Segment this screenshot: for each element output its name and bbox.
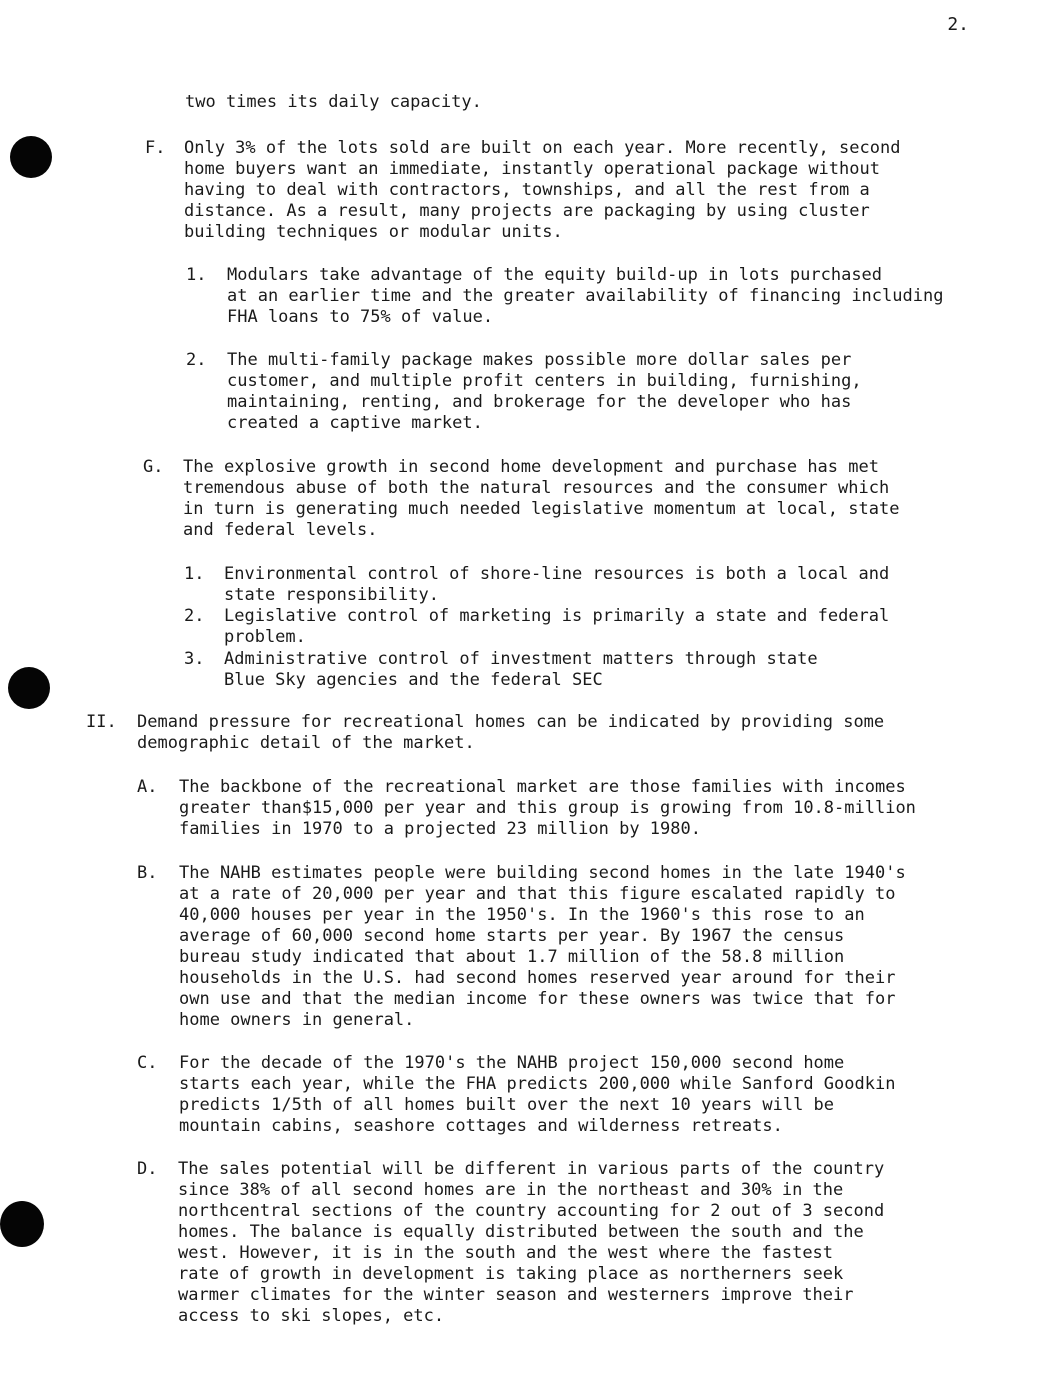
subitem-marker-g1: 1. xyxy=(184,564,205,584)
text-line: distance. As a result, many projects are packaging by using cluster xyxy=(184,201,870,221)
text-line: starts each year, while the FHA predicts 200,000 while Sanford Goodkin xyxy=(179,1074,896,1094)
text-line: state responsibility. xyxy=(224,585,439,605)
continuation-paragraph xyxy=(185,92,482,113)
text-line: home owners in general. xyxy=(179,1010,415,1030)
text-line: For the decade of the 1970's the NAHB project 150,000 second home xyxy=(179,1053,845,1073)
page-number: 2. xyxy=(947,14,969,35)
item-c-paragraph xyxy=(179,1053,895,1137)
text-line: predicts 1/5th of all homes built over the next 10 years will be xyxy=(179,1095,835,1115)
text-line: at a rate of 20,000 per year and that this figure escalated rapidly to xyxy=(179,884,896,904)
text-line: Environmental control of shore-line resources is both a local and xyxy=(224,564,890,584)
text-line: access to ski slopes, etc. xyxy=(178,1306,445,1326)
text-line: Legislative control of marketing is primarily a state and federal xyxy=(224,606,890,626)
item-marker-a: A. xyxy=(137,777,158,797)
text-line: created a captive market. xyxy=(227,413,483,433)
text-line: in turn is generating much needed legislative momentum at local, state xyxy=(183,499,900,519)
section-marker-ii: II. xyxy=(86,712,117,732)
subitem-g1-paragraph xyxy=(224,564,889,606)
text-line: bureau study indicated that about 1.7 million of the 58.8 million xyxy=(179,947,845,967)
text-line: customer, and multiple profit centers in building, furnishing, xyxy=(227,371,862,391)
subitem-g3-paragraph xyxy=(224,649,818,691)
item-marker-b: B. xyxy=(137,863,158,883)
item-marker-g: G. xyxy=(143,457,164,477)
text-line: The sales potential will be different in various parts of the country xyxy=(178,1159,885,1179)
text-line: own use and that the median income for these owners was twice that for xyxy=(179,989,896,1009)
text-line: greater than$15,000 per year and this group is growing from 10.8-million xyxy=(179,798,916,818)
text-line: The NAHB estimates people were building second homes in the late 1940's xyxy=(179,863,906,883)
text-line: Demand pressure for recreational homes can be indicated by providing some xyxy=(137,712,885,732)
item-b-paragraph xyxy=(179,863,906,1031)
text-line: The multi-family package makes possible more dollar sales per xyxy=(227,350,852,370)
text-line: households in the U.S. had second homes reserved year around for their xyxy=(179,968,896,988)
text-line: demographic detail of the market. xyxy=(137,733,475,753)
punch-hole-icon xyxy=(10,136,52,178)
text-line: warmer climates for the winter season and westerners improve their xyxy=(178,1285,854,1305)
item-marker-d: D. xyxy=(137,1159,158,1179)
text-line: Administrative control of investment matters through state xyxy=(224,649,818,669)
text-line: two times its daily capacity. xyxy=(185,92,482,112)
item-a-paragraph xyxy=(179,777,916,840)
text-line: since 38% of all second homes are in the northeast and 30% in the xyxy=(178,1180,844,1200)
text-line: Only 3% of the lots sold are built on each year. More recently, second xyxy=(184,138,901,158)
text-line: FHA loans to 75% of value. xyxy=(227,307,494,327)
text-line: 40,000 houses per year in the 1950's. In the 1960's this rose to an xyxy=(179,905,865,925)
text-line: rate of growth in development is taking place as northerners seek xyxy=(178,1264,844,1284)
text-line: home buyers want an immediate, instantly operational package without xyxy=(184,159,880,179)
subitem-f1-paragraph xyxy=(227,265,943,328)
item-g-paragraph xyxy=(183,457,899,541)
text-line: west. However, it is in the south and the west where the fastest xyxy=(178,1243,834,1263)
text-line: mountain cabins, seashore cottages and wilderness retreats. xyxy=(179,1116,783,1136)
item-f-paragraph xyxy=(184,138,900,243)
text-line: families in 1970 to a projected 23 million by 1980. xyxy=(179,819,701,839)
text-line: having to deal with contractors, townships, and all the rest from a xyxy=(184,180,870,200)
text-line: average of 60,000 second home starts per year. By 1967 the census xyxy=(179,926,845,946)
text-line: at an earlier time and the greater availability of financing including xyxy=(227,286,944,306)
text-line: The backbone of the recreational market are those families with incomes xyxy=(179,777,906,797)
subitem-f2-paragraph xyxy=(227,350,862,434)
item-marker-c: C. xyxy=(137,1053,158,1073)
punch-hole-icon xyxy=(0,1201,44,1247)
text-line: problem. xyxy=(224,627,306,647)
subitem-marker-g2: 2. xyxy=(184,606,205,626)
subitem-marker-g3: 3. xyxy=(184,649,205,669)
subitem-g2-paragraph xyxy=(224,606,889,648)
punch-hole-icon xyxy=(8,667,50,709)
subitem-marker-f1: 1. xyxy=(186,265,207,285)
text-line: tremendous abuse of both the natural resources and the consumer which xyxy=(183,478,890,498)
text-line: homes. The balance is equally distributed between the south and the xyxy=(178,1222,864,1242)
text-line: maintaining, renting, and brokerage for the developer who has xyxy=(227,392,852,412)
item-marker-f: F. xyxy=(145,138,166,158)
section-ii-paragraph xyxy=(137,712,884,754)
text-line: and federal levels. xyxy=(183,520,378,540)
text-line: building techniques or modular units. xyxy=(184,222,563,242)
text-line: The explosive growth in second home development and purchase has met xyxy=(183,457,879,477)
text-line: northcentral sections of the country accounting for 2 out of 3 second xyxy=(178,1201,885,1221)
subitem-marker-f2: 2. xyxy=(186,350,207,370)
text-line: Modulars take advantage of the equity build-up in lots purchased xyxy=(227,265,883,285)
item-d-paragraph xyxy=(178,1159,884,1327)
text-line: Blue Sky agencies and the federal SEC xyxy=(224,670,603,690)
